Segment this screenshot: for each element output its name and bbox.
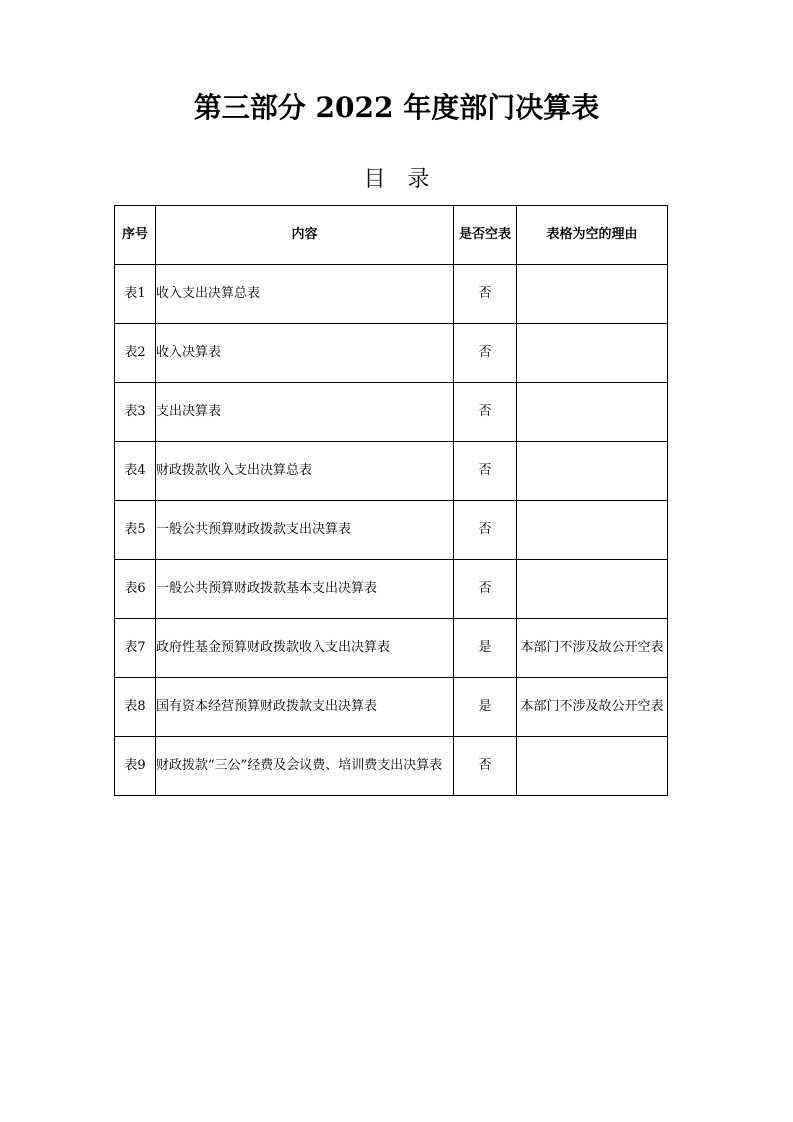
table-row bbox=[115, 501, 668, 560]
toc-title bbox=[0, 162, 793, 193]
table-row bbox=[115, 619, 668, 678]
header-reason: 表格为空的理由 bbox=[517, 206, 668, 265]
cell-no: 表1 bbox=[115, 265, 156, 324]
cell-reason: 本部门不涉及故公开空表 bbox=[517, 678, 668, 737]
cell-content: 收入支出决算总表 bbox=[156, 265, 454, 324]
table-row bbox=[115, 383, 668, 442]
header-no: 序号 bbox=[115, 206, 156, 265]
cell-no: 表8 bbox=[115, 678, 156, 737]
table-row bbox=[115, 442, 668, 501]
cell-reason bbox=[517, 442, 668, 501]
table-header-row bbox=[115, 206, 668, 265]
cell-is-empty: 否 bbox=[454, 737, 517, 796]
cell-no: 表5 bbox=[115, 501, 156, 560]
cell-content: 国有资本经营预算财政拨款支出决算表 bbox=[156, 678, 454, 737]
cell-no: 表3 bbox=[115, 383, 156, 442]
cell-is-empty: 否 bbox=[454, 265, 517, 324]
header-content: 内容 bbox=[156, 206, 454, 265]
cell-is-empty: 是 bbox=[454, 678, 517, 737]
cell-reason bbox=[517, 383, 668, 442]
table-row bbox=[115, 265, 668, 324]
cell-reason bbox=[517, 560, 668, 619]
cell-content: 支出决算表 bbox=[156, 383, 454, 442]
cell-content: 一般公共预算财政拨款支出决算表 bbox=[156, 501, 454, 560]
cell-no: 表2 bbox=[115, 324, 156, 383]
cell-is-empty: 否 bbox=[454, 442, 517, 501]
header-is-empty: 是否空表 bbox=[454, 206, 517, 265]
cell-is-empty: 是 bbox=[454, 619, 517, 678]
table-row bbox=[115, 737, 668, 796]
table-row bbox=[115, 324, 668, 383]
cell-no: 表7 bbox=[115, 619, 156, 678]
cell-content: 财政拨款“三公”经费及会议费、培训费支出决算表 bbox=[156, 737, 454, 796]
page-title: 第三部分 2022 年度部门决算表 bbox=[193, 91, 600, 124]
toc-title-char: 目 bbox=[363, 167, 386, 192]
table-row bbox=[115, 560, 668, 619]
cell-no: 表9 bbox=[115, 737, 156, 796]
cell-no: 表4 bbox=[115, 442, 156, 501]
cell-content: 政府性基金预算财政拨款收入支出决算表 bbox=[156, 619, 454, 678]
cell-reason: 本部门不涉及故公开空表 bbox=[517, 619, 668, 678]
cell-is-empty: 否 bbox=[454, 383, 517, 442]
toc-table bbox=[114, 205, 668, 796]
cell-is-empty: 否 bbox=[454, 324, 517, 383]
cell-is-empty: 否 bbox=[454, 501, 517, 560]
cell-reason bbox=[517, 265, 668, 324]
cell-reason bbox=[517, 324, 668, 383]
cell-is-empty: 否 bbox=[454, 560, 517, 619]
cell-content: 收入决算表 bbox=[156, 324, 454, 383]
table-row bbox=[115, 678, 668, 737]
cell-reason bbox=[517, 501, 668, 560]
cell-no: 表6 bbox=[115, 560, 156, 619]
toc-title-char: 录 bbox=[407, 167, 430, 192]
cell-reason bbox=[517, 737, 668, 796]
cell-content: 一般公共预算财政拨款基本支出决算表 bbox=[156, 560, 454, 619]
cell-content: 财政拨款收入支出决算总表 bbox=[156, 442, 454, 501]
